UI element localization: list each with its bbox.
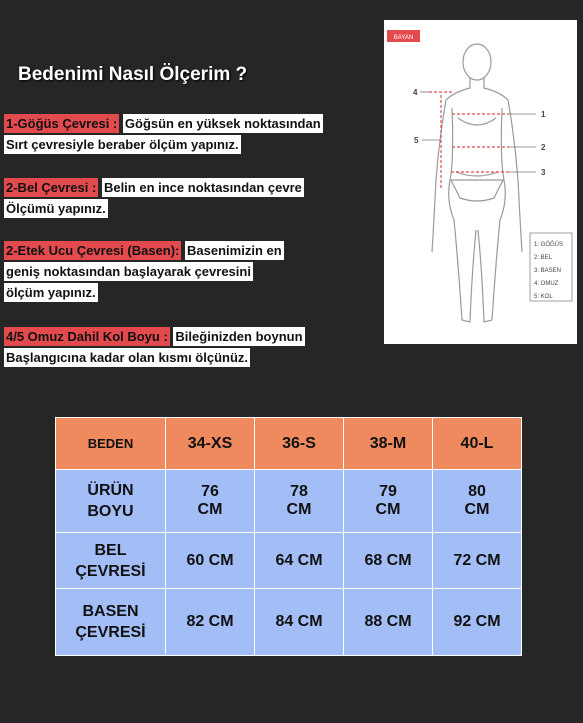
marker-5: 5 [414, 136, 419, 145]
marker-3: 3 [541, 168, 546, 177]
header-size-xs: 34-XS [166, 418, 255, 470]
table-row-product-length [56, 470, 522, 533]
instruction-hip [4, 240, 284, 303]
body-diagram [384, 20, 577, 344]
cell-length-m: 79 CM [344, 470, 433, 533]
header-size-m: 38-M [344, 418, 433, 470]
header-size-s: 36-S [255, 418, 344, 470]
instruction-waist-label: 2-Bel Çevresi : [6, 180, 97, 195]
size-table-header [56, 418, 522, 470]
cell-waist-l: 72 CM [433, 533, 522, 589]
table-row-waist [56, 533, 522, 589]
legend-5: 5: KOL [534, 294, 553, 300]
legend-3: 3: BASEN [534, 268, 562, 274]
instruction-chest-text-1: Göğsün en yüksek noktasından [124, 116, 321, 131]
instruction-chest [4, 113, 323, 155]
instruction-hip-label: 2-Etek Ucu Çevresi (Basen): [6, 243, 180, 258]
cell-hip-l: 92 CM [433, 589, 522, 656]
body-silhouette [432, 44, 522, 322]
legend-1: 1: GÖĞÜS [534, 242, 564, 248]
instruction-waist-text-2: Ölçümü yapınız. [6, 201, 106, 216]
cell-waist-s: 64 CM [255, 533, 344, 589]
instruction-sleeve [4, 326, 305, 368]
cell-hip-xs: 82 CM [166, 589, 255, 656]
body-measurement-figure [384, 20, 577, 344]
cell-length-l: 80 CM [433, 470, 522, 533]
table-row-hip [56, 589, 522, 656]
marker-2: 2 [541, 143, 546, 152]
header-beden: BEDEN [56, 418, 166, 470]
instruction-sleeve-label: 4/5 Omuz Dahil Kol Boyu : [6, 329, 168, 344]
instruction-sleeve-text-1: Bileğinizden boynun [175, 329, 303, 344]
cell-length-s: 78 CM [255, 470, 344, 533]
row-label-hip: BASEN ÇEVRESİ [56, 589, 166, 656]
marker-labels [413, 88, 546, 177]
legend-2: 2: BEL [534, 255, 553, 261]
instruction-waist [4, 177, 304, 219]
cell-length-xs: 76 CM [166, 470, 255, 533]
marker-1: 1 [541, 110, 546, 119]
row-label-product-length: ÜRÜN BOYU [56, 470, 166, 533]
cell-hip-s: 84 CM [255, 589, 344, 656]
cell-waist-xs: 60 CM [166, 533, 255, 589]
instruction-hip-text-2: geniş noktasından başlayarak çevresini [6, 264, 251, 279]
page-title: Bedenimi Nasıl Ölçerim ? [18, 64, 248, 85]
cell-waist-m: 68 CM [344, 533, 433, 589]
marker-4: 4 [413, 88, 418, 97]
instruction-chest-label: 1-Göğüs Çevresi : [6, 116, 118, 131]
instruction-hip-text-1: Basenimizin en [187, 243, 282, 258]
legend-4: 4: OMUZ [534, 281, 559, 287]
figure-legend [530, 233, 572, 301]
cell-hip-m: 88 CM [344, 589, 433, 656]
badge-text: BAYAN [393, 35, 414, 41]
instruction-chest-text-2: Sırt çevresiyle beraber ölçüm yapınız. [6, 137, 239, 152]
instruction-waist-text-1: Belin en ince noktasından çevre [103, 180, 302, 195]
row-label-waist: BEL ÇEVRESİ [56, 533, 166, 589]
instruction-sleeve-text-2: Başlangıcına kadar olan kısmı ölçünüz. [6, 350, 249, 365]
instruction-hip-text-3: ölçüm yapınız. [6, 285, 96, 300]
size-table [55, 417, 522, 656]
header-size-l: 40-L [433, 418, 522, 470]
